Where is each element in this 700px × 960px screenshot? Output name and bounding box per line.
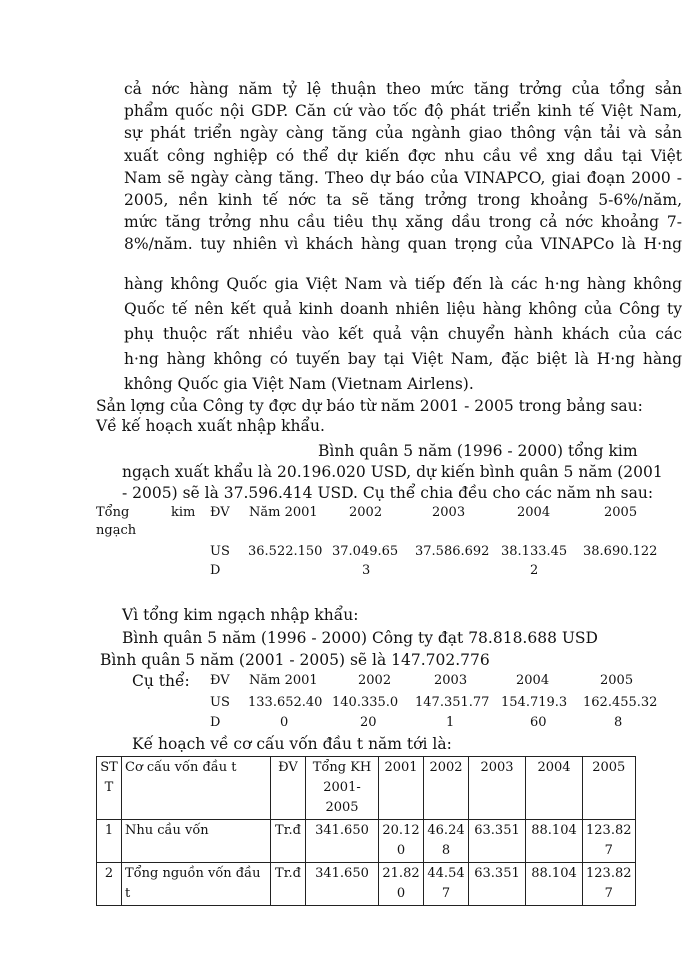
text-line: Nam sẽ ngày càng tăng. Theo dự báo của VINAPCO, giai đoạn 2000 -: [124, 168, 682, 187]
table-cell: 20.12 0: [379, 820, 424, 863]
export-value: 38.690.122: [583, 544, 658, 559]
table-header-row: [97, 757, 636, 820]
export-value: 37.049.65: [332, 544, 399, 559]
import-value: 20: [360, 715, 377, 730]
text-line: 2005, nền kinh tế nớc ta sẽ tăng trởng trong khoảng 5-6%/năm,: [124, 191, 682, 210]
table-cell: 63.351: [469, 863, 526, 906]
forecast-sentence: Sản lợng của Công ty đợc dự báo từ năm 2001 - 2005 trong bảng sau:: [96, 397, 643, 415]
export-unit: D: [210, 563, 221, 578]
table-header-cell: 2003: [469, 757, 526, 820]
table-row: [97, 863, 636, 906]
import-heading: Vì tổng kim ngạch nhập khẩu:: [122, 606, 359, 624]
import-value: 154.719.3: [501, 695, 568, 710]
import-label: Cụ thể:: [132, 672, 190, 690]
import-year: 2002: [358, 673, 392, 688]
export-year: Năm 2001: [249, 505, 318, 520]
text-line: mức tăng trởng nhu cầu tiêu thụ xăng dầu trong cả nớc khoảng 7-: [124, 213, 682, 232]
table-header-cell: Cơ cấu vốn đầu t: [122, 757, 271, 820]
body-paragraph-2: [124, 272, 682, 397]
import-text-line: Bình quân 5 năm (2001 - 2005) sẽ là 147.702.776: [100, 651, 490, 669]
text-line: cả nớc hàng năm tỷ lệ thuận theo mức tăng trởng của tổng sản: [124, 80, 682, 98]
import-unit-header: ĐV: [210, 673, 230, 688]
text-line: 8%/năm. tuy nhiên vì khách hàng quan trọng của VINAPCo là H·ng: [124, 235, 682, 254]
export-value: 36.522.150: [248, 544, 323, 559]
table-cell: 123.82 7: [583, 863, 636, 906]
table-row: [97, 820, 636, 863]
import-unit: US: [210, 695, 230, 710]
export-unit-header: ĐV: [210, 505, 230, 520]
export-text-line: - 2005) sẽ là 37.596.414 USD. Cụ thể chia đều cho các năm nh sau:: [122, 484, 654, 502]
table-cell: 44.54 7: [424, 863, 469, 906]
table-header-cell: 2004: [526, 757, 583, 820]
export-value: 3: [362, 563, 371, 578]
export-text-line: Bình quân 5 năm (1996 - 2000) tổng kim: [318, 442, 638, 460]
text-line: sự phát triển ngày càng tăng của ngành giao thông vận tải và sản: [124, 124, 682, 143]
import-year: Năm 2001: [249, 673, 318, 688]
import-value: 140.335.0: [332, 695, 399, 710]
text-line: phụ thuộc rất nhiều vào kết quả vận chuyển hành khách của các: [124, 325, 682, 343]
text-line: h·ng hàng không có tuyến bay tại Việt Nam, đặc biệt là H·ng hàng: [124, 350, 682, 368]
export-text-line: ngạch xuất khẩu là 20.196.020 USD, dự kiến bình quân 5 năm (2001: [122, 463, 663, 481]
table-cell: Nhu cầu vốn: [122, 820, 271, 863]
capital-structure-table: [96, 756, 636, 906]
table-header-cell: 2001: [379, 757, 424, 820]
text-line: phẩm quốc nội GDP. Căn cứ vào tốc độ phát triển kinh tế Việt Nam,: [124, 102, 682, 121]
table-header-cell: ĐV: [271, 757, 306, 820]
import-value: 133.652.40: [248, 695, 323, 710]
text-line: Quốc tế nên kết quả kinh doanh nhiên liệu hàng không của Công ty: [124, 300, 682, 318]
table-cell: 2: [97, 863, 122, 906]
export-year: 2003: [432, 505, 466, 520]
table-cell: 1: [97, 820, 122, 863]
export-value: 38.133.45: [501, 544, 568, 559]
table-cell: 341.650: [306, 820, 379, 863]
import-value: 60: [530, 715, 547, 730]
import-year: 2004: [516, 673, 550, 688]
table-header-cell: 2002: [424, 757, 469, 820]
export-label: Tổng: [96, 505, 130, 520]
import-year: 2005: [600, 673, 634, 688]
table-header-cell: ST T: [97, 757, 122, 820]
export-import-heading: Về kế hoạch xuất nhập khẩu.: [96, 417, 325, 435]
import-value: 147.351.77: [415, 695, 490, 710]
body-paragraph-1: [124, 78, 682, 256]
table-cell: 46.24 8: [424, 820, 469, 863]
table-cell: 63.351: [469, 820, 526, 863]
table-cell: 88.104: [526, 863, 583, 906]
text-line: xuất công nghiệp có thể dự kiến đợc nhu cầu về xng dầu tại Việt: [124, 146, 682, 165]
import-value: 1: [446, 715, 455, 730]
export-unit: US: [210, 544, 230, 559]
table-cell: 123.82 7: [583, 820, 636, 863]
table-cell: Tr.đ: [271, 820, 306, 863]
export-label: kim: [171, 505, 196, 520]
text-line: không Quốc gia Việt Nam (Vietnam Airlens).: [124, 375, 474, 393]
import-year: 2003: [434, 673, 468, 688]
export-value: 2: [530, 563, 539, 578]
import-text-line: Bình quân 5 năm (1996 - 2000) Công ty đạt 78.818.688 USD: [122, 629, 598, 647]
text-line: hàng không Quốc gia Việt Nam và tiếp đến là các h·ng hàng không: [124, 275, 682, 293]
export-year: 2004: [517, 505, 551, 520]
table-cell: Tr.đ: [271, 863, 306, 906]
table-header-cell: 2005: [583, 757, 636, 820]
import-unit: D: [210, 715, 221, 730]
table-cell: 341.650: [306, 863, 379, 906]
export-year: 2002: [349, 505, 383, 520]
export-year: 2005: [604, 505, 638, 520]
import-value: 8: [614, 715, 623, 730]
table-cell: Tổng nguồn vốn đầu t: [122, 863, 271, 906]
import-value: 0: [280, 715, 289, 730]
import-value: 162.455.32: [583, 695, 658, 710]
export-label: ngạch: [96, 523, 137, 538]
table-cell: 21.82 0: [379, 863, 424, 906]
capital-heading: Kế hoạch về cơ cấu vốn đầu t năm tới là:: [132, 735, 452, 753]
table-cell: 88.104: [526, 820, 583, 863]
table-header-cell: Tổng KH 2001-2005: [306, 757, 379, 820]
export-value: 37.586.692: [415, 544, 490, 559]
